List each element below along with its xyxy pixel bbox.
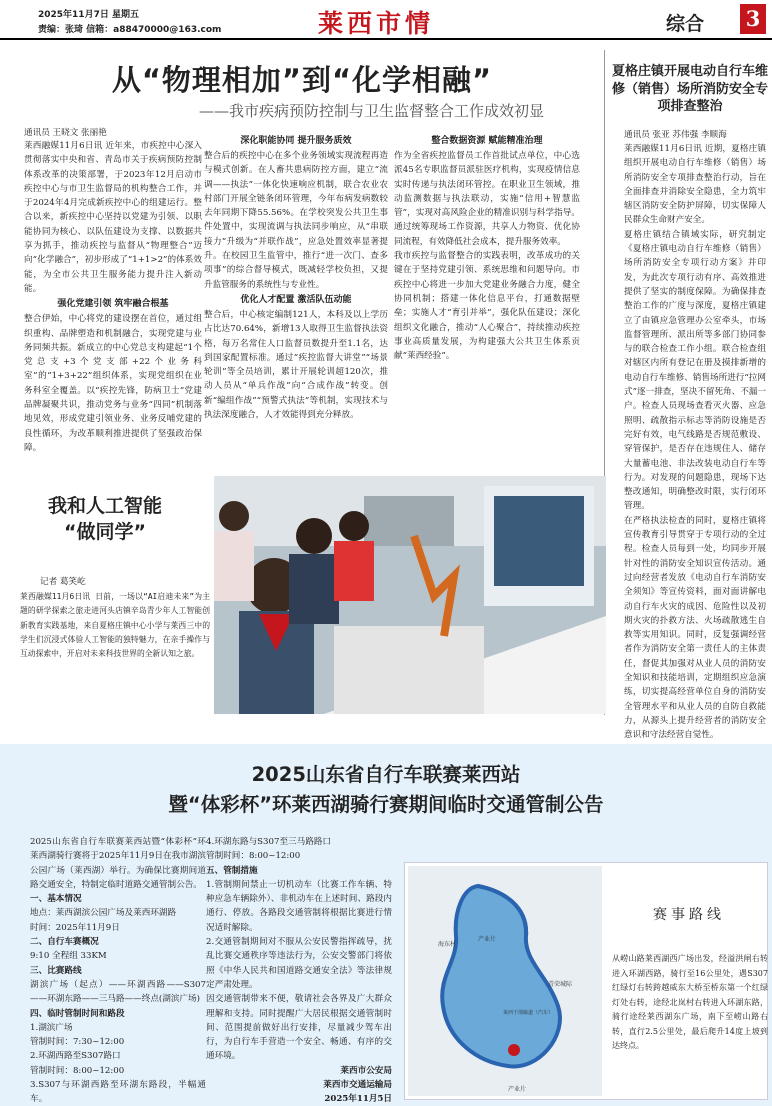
classroom-photo <box>214 476 606 714</box>
paragraph: 1.湖滨广场 管制时间：7:30~12:00 2.环湖西路至S307路口 管制时间：8:00~12:00 3.S307与环湖西路至环湖东路段，半幅通车。 <box>30 1022 206 1105</box>
masthead-logo: 莱西市情 <box>318 9 435 38</box>
paragraph: 整合后的疾控中心在多个业务领域实现流程再造与模式创新。在人畜共患病防控方面，建立“流调——执法”一体化快速响应机制，联合农业农村部门开展全链条闭环管理，今年布病发病数较去年同期下降55.56%。在学校突发公共卫生事件处置中，实现流调与执法同步响应，从“串联接力”升级为“并联作战”，应急处置效率显著提升。在校园卫生监管中，推行“进一次门、查多项事”的综合督导模式，既减轻学校负担，又提升监管服务的系统性与专业性。 <box>204 151 388 290</box>
paragraph: 2025山东省自行车联赛莱西站暨“体彩杯”环莱西湖骑行赛将于2025年11月9日在我市湖滨公园广场（莱西湖）举行。为确保比赛期间道路交通安全，特制定临时道路交通管制公告。 <box>30 837 206 890</box>
main-column-3 <box>394 133 580 363</box>
ai-byline: 记者 葛笑屹 <box>40 577 86 587</box>
main-subheadline: ——我市疾病预防控制与卫生监督整合工作成效初显 <box>198 102 544 120</box>
signature-transport: 莱西市交通运输局 <box>323 1080 392 1091</box>
ai-body: 莱西融媒11月6日讯 日前，一场以“AI启迪未来”为主题的研学探索之旅走进河头店镇辛岛青少年人工智能创新教育实践基地，来自夏格庄镇中心小学与莱西三中的学生们沉浸式体验人工智能的独特魅力，在亲手操作与互动探索中，开启对未来科技世界的全新认知之旅。 <box>20 592 210 659</box>
main-column-1 <box>24 139 202 455</box>
editor-line: 责编：张琦 信箱：a88470000@163.com <box>38 25 222 35</box>
side-headline: 夏格庄镇开展电动自行车维修（销售）场所消防安全专项排查整治 <box>611 64 768 114</box>
notice-headline-line2: 暨“体彩杯”环莱西湖骑行赛期间临时交通管制公告 <box>168 793 604 816</box>
start-marker <box>508 1044 520 1056</box>
ai-headline-line2: “做同学” <box>64 521 146 543</box>
paragraph: 整合伊始，中心将党的建设摆在首位，通过组织重构、品牌塑造和机制融合，实现党建与业务同频共振。新成立的中心党总支构建起“1个党总支+3个党支部+22个业务科室”的“1+3+22”组织体系，实现党组织在业务科室全覆盖。以“疾控先锋，防病卫士”党建品牌凝聚共识，推动党务与业务“四同”机制落地见效，形成党建引领业务、业务反哺党建的良性循环，为改革顺利推进提供了坚强政治保障。 <box>24 314 202 453</box>
page-number: 3 <box>740 4 766 34</box>
notice-section-heading: 五、管制措施 <box>206 865 258 876</box>
paragraph: 我市疾控与监督整合的实践表明，改革成功的关键在于坚持党建引领、系统思维和问题导向。市疾控中心将进一步加大党建业务融合力度，健全协同机制；搭建一体化信息平台，打通数据壁垒；实施人才“育引并举”，强化队伍建设；深化组织文化融合，推动“人心聚合”，持续推动疾控事业高质量发展，为构建强大公共卫生体系贡献“莱西经验”。 <box>394 251 580 362</box>
ai-headline <box>20 493 190 545</box>
signature-police: 莱西市公安局 <box>340 1065 392 1076</box>
notice-headline-line1: 2025山东省自行车联赛莱西站 <box>251 763 521 786</box>
map-label: 产业片 <box>478 936 497 943</box>
map-label: 产业片 <box>508 1086 527 1093</box>
section-heading: 强化党建引领 筑牢融合根基 <box>57 299 169 310</box>
notice-section-heading: 二、自行车赛概况 <box>30 937 99 948</box>
notice-column-1 <box>30 835 206 1106</box>
paragraph: 地点：莱西湖滨公园广场及莱西环湖路 时间：2025年11月9日 <box>30 908 177 933</box>
route-map <box>408 866 602 1096</box>
map-label: 莱西干部廊道（汽车） <box>503 1010 554 1016</box>
route-description: 从崂山路莱西湖西广场出发，经溢洪闸右转进入环湖西路，骑行至16公里处，遇S307红绿灯右转跨越威东大桥至桥东第一个红绿灯处右转，途经北岚村右转进入环湖东路，骑行途经莱西湖东广场，南下至崂山路右转，直行2.5公里处，最后爬升14度上坡到达终点。 <box>612 954 768 1050</box>
section-heading: 深化职能协同 提升服务质效 <box>240 136 352 146</box>
section-heading: 优化人才配置 激活队伍动能 <box>240 294 352 305</box>
ai-headline-line1: 我和人工智能 <box>47 495 162 517</box>
notice-section-heading: 三、比赛路线 <box>30 965 82 976</box>
route-title: 赛事路线 <box>653 907 725 923</box>
notice-headline <box>0 760 772 820</box>
signature-date: 2025年11月5日 <box>324 1094 392 1105</box>
paragraph: 湖滨广场（起点）——环湖西路——S307——环湖东路——三马路——终点(湖滨广场) <box>30 979 206 1005</box>
notice-column-2 <box>206 835 392 1106</box>
paragraph: 9:10 全程组 33KM <box>30 951 107 962</box>
map-label: 青荣城际 <box>548 981 573 988</box>
issue-date: 2025年11月7日 星期五 <box>38 10 139 20</box>
section-heading: 整合数据资源 赋能精准治理 <box>431 136 543 146</box>
main-byline: 通讯员 王晓文 张丽艳 <box>24 128 107 138</box>
side-body: 莱西融媒11月6日讯 近期，夏格庄镇组织开展电动自行车维修（销售）场所消防安全专项排查整治行动，旨在全面排查并消除安全隐患，全力筑牢辖区消防安全防护屏障，切实保障人民群众生命财产安全。 夏格庄镇结合镇域实际，研究制定《夏格庄镇电动自行车维修（销售）场所消防安全专项行动方案》并印发，为此次专项行动有序、高效推进提供了坚实的制度保障。为确保排查整治工作的广度与深度，夏格庄镇建立了由镇应急管理办公室牵头，市场监督管理所、派出所等多部门协同参与的联合检查工作小组。联合检查组对辖区内所有登记在册及摸排新增的电动自行车维修、销售场所进行“拉网式”逐一排查，坚决不留死角、不漏一户。检查人员现场查看灭火器、应急照明、疏散指示标志等消防设施是否完好有效，电气线路是否规范敷设、穿管保护，是否存在违规住人、储存大量蓄电池、非法改装电动自行车等行为。对发现的问题隐患，现场下达整改通知，明确整改时限，实行闭环管理。 在严格执法检查的同时，夏格庄镇将宣传教育引导贯穿于专项行动的全过程。检查人员每到一处，均同步开展针对性的消防安全知识宣传活动。通过向经营者发放《电动自行车消防安全须知》等宣传资料，面对面讲解电动自行车火灾的成因、危险性以及初期火灾的扑救方法、火场疏散逃生自救等实用知识。同时，反复强调经营者作为消防安全第一责任人的主体责任，督促其加强对从业人员的消防安全知识和技能培训，定期组织应急演练，切实提高经营单位自身的消防安全管理水平和从业人员的自防自救能力，从源头上提升经营者的消防安全意识和守法经营自觉性。 <box>624 144 766 741</box>
section-name: 综合 <box>666 13 705 35</box>
main-column-2 <box>204 133 388 422</box>
notice-section-heading: 四、临时管制时间和路段 <box>30 1008 125 1019</box>
notice-section-heading: 一、基本情况 <box>30 894 82 905</box>
main-headline: 从“物理相加”到“化学相融” <box>111 63 493 97</box>
paragraph: 作为全省疾控监督员工作首批试点单位，中心选派45名专职监督员派驻医疗机构，实现疫情信息实时传递与执法闭环管控。在职业卫生领域，推动监测数据与执法联动，实施“信用+智慧监管”，实现对高风险企业的精准识别与科学指导。通过统筹现场工作资源，共享人力物资、优化协同流程，有效降低社会成本，提升服务效率。 <box>394 151 580 247</box>
paragraph: 整合后，中心核定编制121人，本科及以上学历占比达70.64%，新增13人取得卫生监督执法资格，每万名常住人口监督员数提升至1.1名，达到国家配置标准。通过“疾控监督大讲堂”“场景轮训”等全员培训，累计开展轮训超120次，推动人员从“单兵作战”向“合成作战”转变。创新“编组作战”“预警式执法”等机制，实现技术与执法深度融合，人才效能得到充分释放。 <box>204 309 388 421</box>
paragraph: 莱西融媒11月6日讯 近年来，市疾控中心深入贯彻落实中央和省、青岛市关于疾病预防控制体系改革的决策部署，于2023年12月启动市疾控中心与市卫生监督局的机构整合工作，并于2024年4月完成新疾控中心的组建运行。整合以来，新疾控中心坚持以党建为引领、以职能协同为核心、以队伍建设为支撑、以数据共享为抓手，推动疾控与监督从“物理整合”迈向“化学融合”，初步形成了“1+1>2”的体系效能，为全市公共卫生服务能力提升注入新动能。 <box>24 141 202 294</box>
paragraph: 1.管制期间禁止一切机动车（比赛工作车辆、特种应急车辆除外）、非机动车在上述时间、路段内通行、停放。各路段交通管制将根据比赛进行情况适时解除。 2.交通管制期间对不服从公安民警指挥疏导，扰乱比赛交通秩序等违法行为，公安交警部门将依照《中华人民共和国道路交通安全法》等法律规定严肃处理。 因交通管制带来不便，敬请社会各界及广大群众理解和支持。同时提醒广大居民根据交通管制时间、范围提前做好出行安排，尽量减少驾车出行，为自行车手营造一个安全、畅通、有序的交通环境。 <box>206 879 392 1062</box>
side-byline: 通讯员 张亚 苏伟强 李顺海 <box>624 130 727 140</box>
paragraph: 4.环湖东路与S307至三马路路口 管制时间：8:00~12:00 <box>206 837 332 862</box>
map-label: 海东村 <box>438 941 457 948</box>
